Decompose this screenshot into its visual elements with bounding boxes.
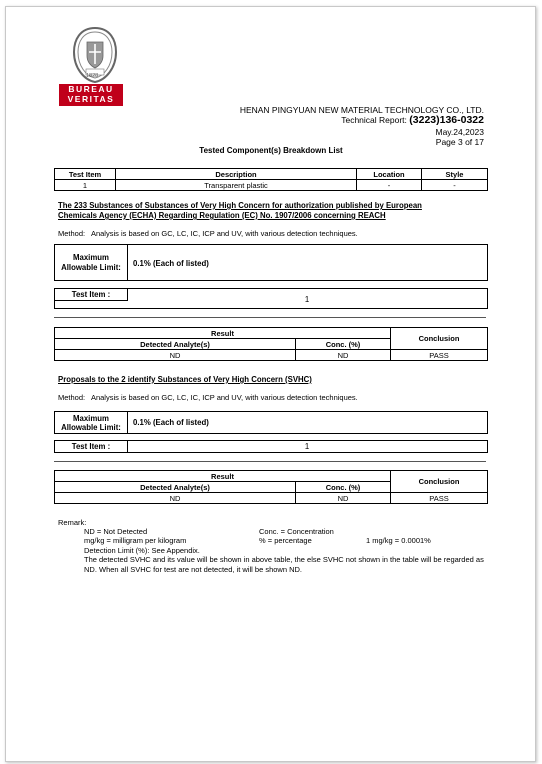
section2-limit-box — [54, 411, 488, 434]
logo-text-veritas: VERITAS — [67, 94, 115, 104]
conclusion-cell: PASS — [391, 493, 488, 504]
result-header-row — [55, 328, 488, 339]
cell-description: Transparent plastic — [116, 180, 357, 191]
cell-location: - — [357, 180, 422, 191]
remark-detection-limit: Detection Limit (%): See Appendix. — [84, 546, 200, 555]
table-row — [55, 493, 488, 504]
conclusion-cell: PASS — [391, 350, 488, 361]
section1-result-table — [54, 327, 488, 361]
components-title: Tested Component(s) Breakdown List — [199, 146, 343, 155]
method-text: Analysis is based on GC, LC, IC, ICP and UV, with various detection techniques. — [90, 393, 358, 402]
header-description: Description — [116, 169, 357, 180]
test-item-label: Test Item : — [55, 289, 128, 301]
section1-test-item-box — [54, 288, 488, 309]
bureau-veritas-wordmark — [59, 84, 123, 106]
report-number: (3223)136-0322 — [409, 114, 484, 126]
components-table — [54, 168, 488, 191]
test-item-value: 1 — [304, 295, 310, 304]
remark-conversion: 1 mg/kg = 0.0001% — [366, 536, 431, 545]
header-test-item: Test Item — [55, 169, 116, 180]
section2-test-item-box — [54, 440, 488, 453]
limit-value: 0.1% (Each of listed) — [133, 259, 209, 268]
report-number-line — [341, 115, 484, 126]
remark-label: Remark: — [58, 518, 87, 527]
logo-year: 1828 — [86, 73, 99, 79]
remark-note: The detected SVHC and its value will be shown in above table, the else SVHC not shown in the table will be regarded as ND. When all SVHC for test are not detected, it will be shown ND. — [84, 555, 484, 574]
section1-method — [58, 229, 358, 238]
remark-nd: ND = Not Detected — [84, 527, 148, 536]
page-number: Page 3 of 17 — [435, 137, 484, 147]
conc-header: Conc. (%) — [296, 482, 391, 493]
test-item-label: Test Item : — [55, 441, 128, 452]
limit-label: Maximum Allowable Limit: — [55, 412, 128, 433]
cell-style: - — [422, 180, 488, 191]
table-row — [55, 180, 488, 191]
limit-value: 0.1% (Each of listed) — [133, 418, 209, 427]
logo-text-bureau: BUREAU — [68, 84, 114, 94]
conclusion-header: Conclusion — [391, 471, 488, 493]
method-text: Analysis is based on GC, LC, IC, ICP and UV, with various detection techniques. — [90, 229, 358, 238]
report-date: May.24,2023 — [435, 127, 484, 137]
remark-conc-def: Conc. = Concentration — [259, 527, 334, 536]
result-header: Result — [55, 328, 391, 339]
conc-cell: ND — [296, 350, 391, 361]
table-row — [55, 350, 488, 361]
company-name: HENAN PINGYUAN NEW MATERIAL TECHNOLOGY CO., LTD. — [239, 105, 484, 115]
conc-cell: ND — [296, 493, 391, 504]
limit-label: Maximum Allowable Limit: — [55, 245, 128, 280]
report-label: Technical Report: — [341, 115, 407, 125]
analyte-cell: ND — [55, 350, 296, 361]
method-label: Method: — [58, 229, 86, 238]
section2-method — [58, 393, 358, 402]
header-style: Style — [422, 169, 488, 180]
analyte-header: Detected Analyte(s) — [55, 339, 296, 350]
result-header: Result — [55, 471, 391, 482]
divider — [54, 461, 486, 462]
section1-heading-line2: Chemicals Agency (ECHA) Regarding Regulation (EC) No. 1907/2006 concerning REACH — [58, 211, 386, 220]
section1-heading-line1: The 233 Substances of Substances of Very High Concern for authorization published by European — [58, 201, 422, 210]
header-location: Location — [357, 169, 422, 180]
method-label: Method: — [58, 393, 86, 402]
divider — [54, 317, 486, 318]
section2-heading: Proposals to the 2 identify Substances of Very High Concern (SVHC) — [58, 375, 312, 384]
result-header-row — [55, 471, 488, 482]
remark-mgkg: mg/kg = milligram per kilogram — [84, 536, 187, 545]
cell-test-item: 1 — [55, 180, 116, 191]
conclusion-header: Conclusion — [391, 328, 488, 350]
section2-result-table — [54, 470, 488, 504]
test-item-value: 1 — [304, 442, 310, 451]
analyte-cell: ND — [55, 493, 296, 504]
analyte-header: Detected Analyte(s) — [55, 482, 296, 493]
conc-header: Conc. (%) — [296, 339, 391, 350]
remark-pct: % = percentage — [259, 536, 312, 545]
table-header-row — [55, 169, 488, 180]
section1-limit-box — [54, 244, 488, 281]
